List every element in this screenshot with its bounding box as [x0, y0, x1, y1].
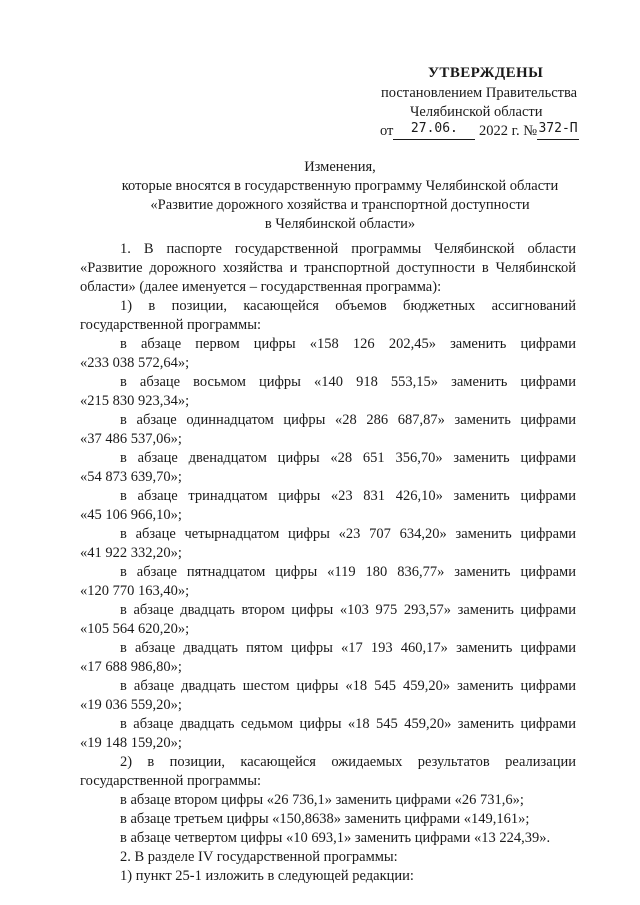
number-value: 372-П [538, 121, 578, 136]
paragraph-2-first: 1) в позиции, касающейся объемов бюджетных ассигнований [120, 298, 576, 314]
paragraph-9-rest: «120 770 163,40»; [80, 583, 190, 599]
paragraph-3-rest: «233 038 572,64»; [80, 355, 190, 371]
line-5: 1) пункт 25-1 изложить в следующей редакции: [120, 868, 414, 884]
line-4: 2. В разделе IV государственной программы: [120, 849, 398, 865]
year-text: 2022 г. № [479, 123, 538, 139]
paragraph-14-first: 2) в позиции, касающейся ожидаемых результатов реализации [120, 754, 576, 770]
paragraph-9-first: в абзаце пятнадцатом цифры «119 180 836,77» заменить цифрами [120, 564, 576, 580]
paragraph-13-rest: «19 148 159,20»; [80, 735, 182, 751]
approval-line-resolution: постановлением Правительства [381, 85, 578, 101]
document-title [80, 158, 600, 234]
paragraph-8-rest: «41 922 332,20»; [80, 545, 182, 561]
paragraph-6-first: в абзаце двенадцатом цифры «28 651 356,70» заменить цифрами [120, 450, 576, 466]
date-field [393, 121, 475, 140]
paragraph-7-first: в абзаце тринадцатом цифры «23 831 426,10» заменить цифрами [120, 488, 576, 504]
document-body [80, 240, 576, 886]
paragraph-9 [80, 563, 576, 601]
paragraph-11-first: в абзаце двадцать пятом цифры «17 193 460,17» заменить цифрами [120, 640, 576, 656]
paragraph-1-text: 1. В паспорте государственной программы Челябинской области «Развитие дорожного хозяйства и транспортной доступности в Челябинской [80, 241, 576, 276]
paragraph-10-rest: «105 564 620,20»; [80, 621, 190, 637]
paragraph-10 [80, 601, 576, 639]
paragraph-10-first: в абзаце двадцать втором цифры «103 975 293,57» заменить цифрами [120, 602, 576, 618]
paragraph-14 [80, 753, 576, 791]
paragraph-4 [80, 373, 576, 411]
paragraph-5-rest: «37 486 537,06»; [80, 431, 182, 447]
title-line-1: Изменения, [304, 159, 376, 175]
paragraph-13-first: в абзаце двадцать седьмом цифры «18 545 459,20» заменить цифрами [120, 716, 576, 732]
date-value: 27.06. [410, 121, 458, 136]
paragraph-2 [80, 297, 576, 335]
approval-heading: УТВЕРЖДЕНЫ [428, 65, 544, 81]
paragraph-4-rest: «215 830 923,34»; [80, 393, 190, 409]
paragraph-7-rest: «45 106 966,10»; [80, 507, 182, 523]
paragraph-2-rest: государственной программы: [80, 317, 261, 333]
paragraph-4-first: в абзаце восьмом цифры «140 918 553,15» заменить цифрами [120, 374, 576, 390]
paragraph-11 [80, 639, 576, 677]
paragraph-12-first: в абзаце двадцать шестом цифры «18 545 459,20» заменить цифрами [120, 678, 576, 694]
line-3: в абзаце четвертом цифры «10 693,1» заменить цифрами «13 224,39». [120, 830, 551, 846]
title-line-3: «Развитие дорожного хозяйства и транспортной доступности [150, 197, 530, 213]
paragraph-1-rest: области» (далее именуется – государственная программа): [80, 279, 442, 295]
paragraph-1 [80, 240, 576, 297]
paragraph-6-rest: «54 873 639,70»; [80, 469, 182, 485]
paragraph-12-rest: «19 036 559,20»; [80, 697, 182, 713]
from-label: от [380, 123, 394, 139]
paragraph-5-first: в абзаце одиннадцатом цифры «28 286 687,87» заменить цифрами [120, 412, 576, 428]
paragraph-13 [80, 715, 576, 753]
paragraph-12 [80, 677, 576, 715]
paragraph-11-rest: «17 688 986,80»; [80, 659, 182, 675]
line-2: в абзаце третьем цифры «150,8638» заменить цифрами «149,161»; [120, 811, 530, 827]
title-line-2: которые вносятся в государственную программу Челябинской области [121, 178, 559, 194]
paragraph-7 [80, 487, 576, 525]
paragraph-8-first: в абзаце четырнадцатом цифры «23 707 634,20» заменить цифрами [120, 526, 576, 542]
line-1: в абзаце втором цифры «26 736,1» заменить цифрами «26 731,6»; [120, 792, 524, 808]
paragraph-5 [80, 411, 576, 449]
paragraph-3-first: в абзаце первом цифры «158 126 202,45» заменить цифрами [120, 336, 576, 352]
paragraph-6 [80, 449, 576, 487]
approval-date-line [380, 122, 579, 140]
approval-line-region: Челябинской области [410, 104, 543, 120]
number-field [537, 121, 579, 140]
title-line-4: в Челябинской области» [264, 216, 416, 232]
paragraph-3 [80, 335, 576, 373]
paragraph-8 [80, 525, 576, 563]
paragraph-14-rest: государственной программы: [80, 773, 261, 789]
